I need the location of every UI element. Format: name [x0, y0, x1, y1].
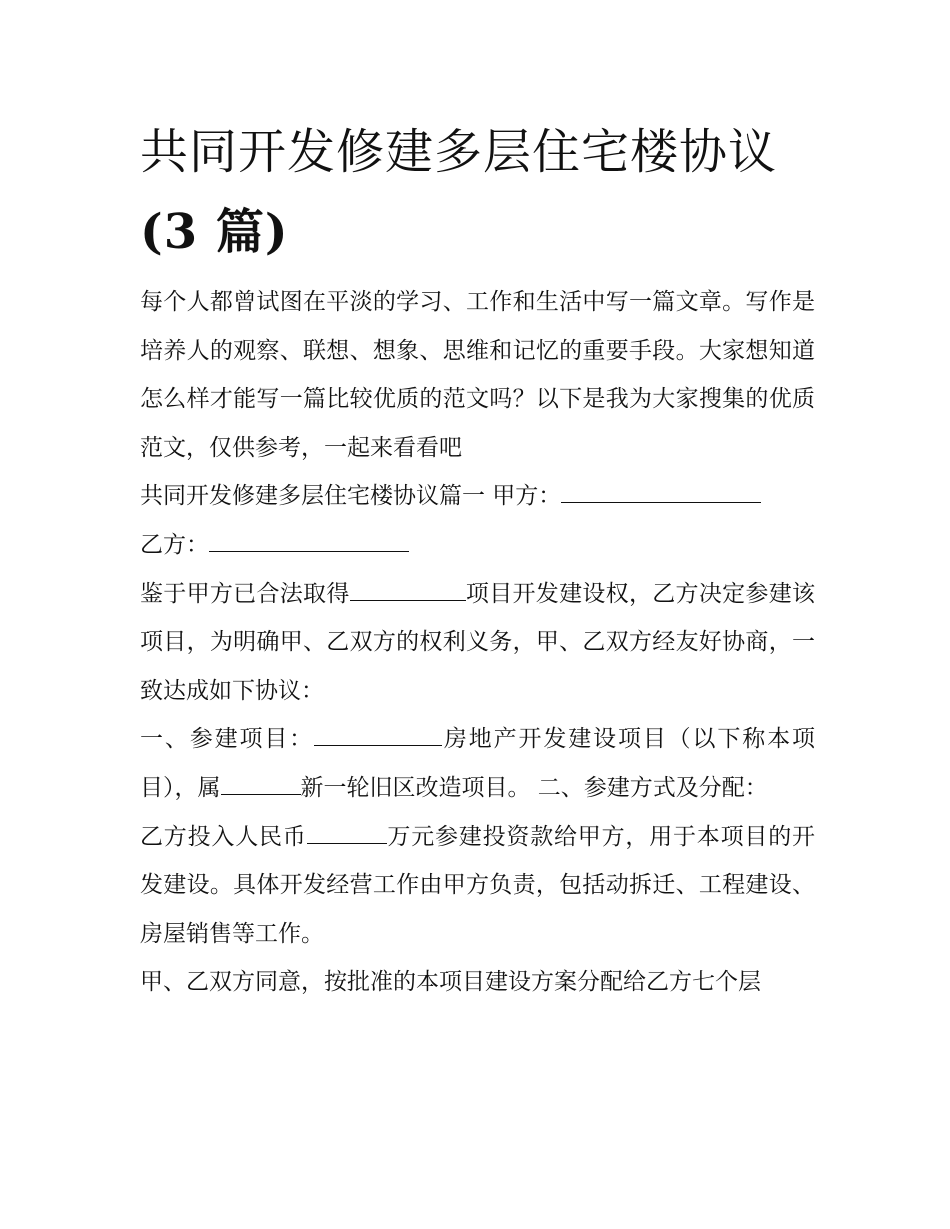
amount-blank [307, 823, 387, 844]
clause-one-start: 一、参建项目： [140, 726, 315, 753]
clause-one-end: 新一轮旧区改造项目。 二、参建方式及分配： [300, 774, 768, 801]
document-title [140, 112, 830, 272]
recital-text-end: 项目开发建设权，乙方决定参建该项目，为明确甲、乙双方的权利义务，甲、乙双方经友好协商，一致达成如下协议： [140, 580, 816, 704]
document-body [140, 278, 815, 1007]
title-count: (3 篇) [140, 204, 289, 260]
project-name-blank [350, 580, 466, 601]
party-b-blank [209, 531, 409, 552]
investment-end: 万元参建投资款给甲方，用于本项目的开发建设。具体开发经营工作由甲方负责，包括动拆迁、工程建设、房屋销售等工作。 [140, 823, 816, 947]
investment-paragraph [140, 813, 815, 959]
party-b-line [140, 521, 815, 570]
recital-paragraph [140, 570, 815, 716]
project-location-blank [314, 725, 442, 746]
district-blank [221, 774, 301, 795]
party-b-label: 乙方： [140, 531, 209, 558]
intro-text: 每个人都曾试图在平淡的学习、工作和生活中写一篇文章。写作是培养人的观察、联想、想象、思维和记忆的重要手段。大家想知道怎么样才能写一篇比较优质的范文吗？以下是我为大家搜集的优质范文，仅供参考，一起来看看吧 [140, 289, 815, 461]
party-a-line [140, 472, 815, 521]
investment-start: 乙方投入人民币 [140, 823, 307, 850]
clause-one-middle: 房地产开发建设项目（以下称本项目），属 [140, 726, 816, 801]
title-main: 共同开发修建多层住宅楼协议 [140, 124, 778, 180]
party-a-label: 共同开发修建多层住宅楼协议篇一 甲方： [140, 483, 562, 510]
recital-text-start: 鉴于甲方已合法取得 [140, 580, 350, 607]
clause-one-paragraph [140, 715, 815, 812]
allocation-text: 甲、乙双方同意，按批准的本项目建设方案分配给乙方七个层 [140, 969, 761, 996]
party-a-blank [561, 482, 761, 503]
intro-paragraph [140, 278, 815, 472]
allocation-paragraph [140, 958, 815, 1007]
